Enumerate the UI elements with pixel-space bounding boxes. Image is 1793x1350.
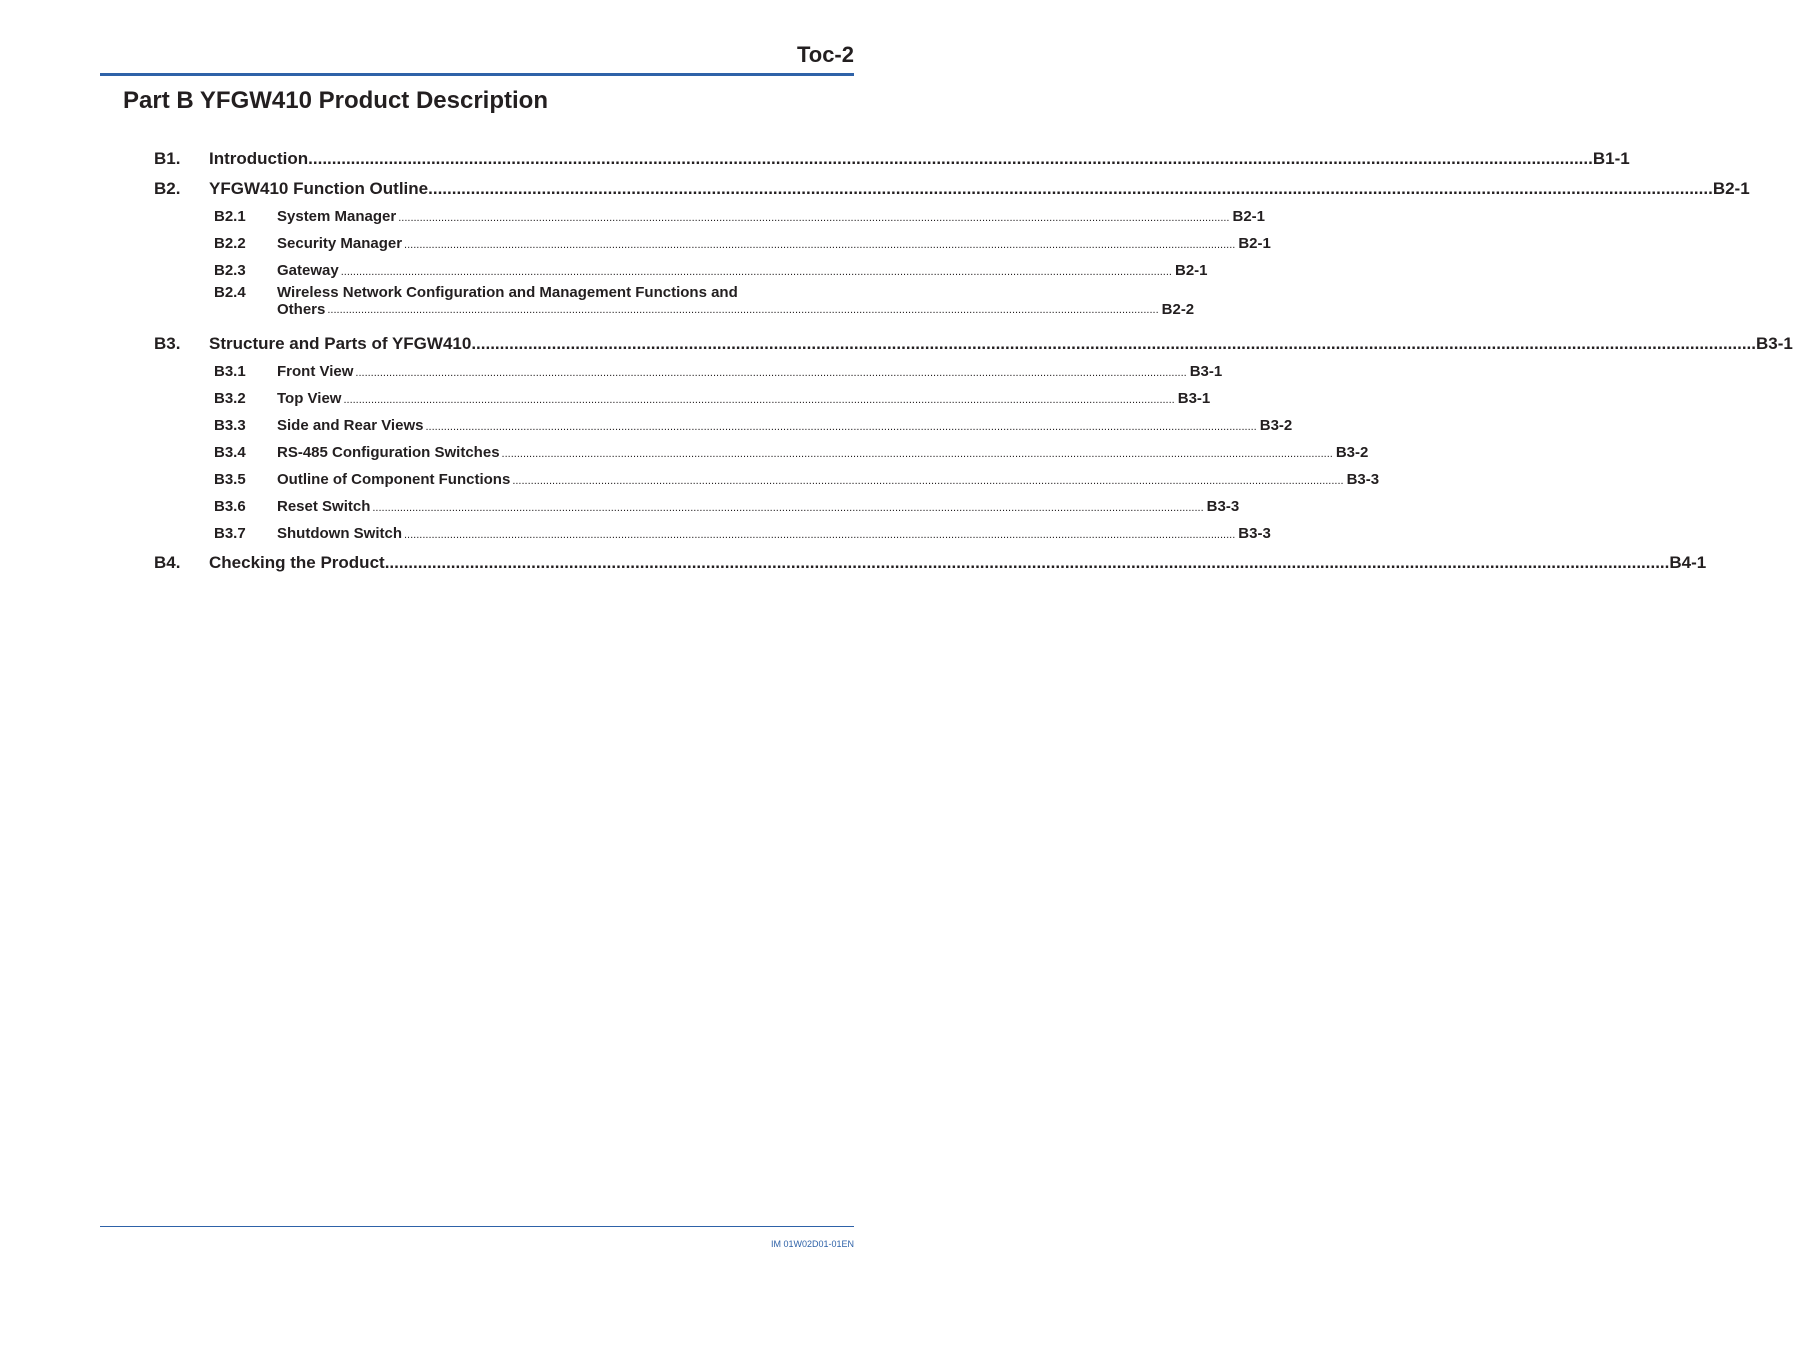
toc-entry-number: B3. — [154, 334, 181, 353]
toc-entry-title: RS-485 Configuration Switches — [277, 444, 500, 461]
toc-entry-page: B2-1 — [1712, 179, 1750, 198]
dot-leader — [385, 551, 1670, 575]
toc-entry-title: Introduction — [209, 149, 309, 168]
header-rule — [100, 73, 854, 76]
toc-entry-page: B2-1 — [1174, 262, 1208, 279]
toc-entry-number: B1. — [154, 149, 181, 168]
toc-entry-b3-6[interactable] — [214, 491, 1240, 518]
toc-entry-number: B3.1 — [214, 363, 246, 380]
dot-leader — [510, 471, 1343, 491]
toc-entry-number: B2.2 — [214, 235, 246, 252]
dot-leader — [308, 147, 1593, 171]
toc-entry-page: B3-1 — [1756, 334, 1793, 353]
toc-entry-b1[interactable] — [154, 141, 1630, 171]
toc-entry-title: Side and Rear Views — [277, 417, 424, 434]
dot-leader — [423, 417, 1256, 437]
toc-entry-title: Structure and Parts of YFGW410 — [209, 334, 472, 353]
toc-entry-b3-1[interactable] — [214, 356, 1223, 383]
toc-entry-b2-4[interactable] — [214, 282, 1195, 326]
toc-entry-b2-3[interactable] — [214, 255, 1208, 282]
dot-leader — [353, 363, 1186, 383]
toc-entry-number: B3.4 — [214, 444, 246, 461]
dot-leader — [402, 525, 1235, 545]
toc-entry-title: Outline of Component Functions — [277, 471, 511, 488]
toc-entry-b3-2[interactable] — [214, 383, 1211, 410]
toc-entry-page: B4-1 — [1669, 553, 1707, 572]
toc-entry-b3-4[interactable] — [214, 437, 1369, 464]
toc-entry-page: B1-1 — [1592, 149, 1630, 168]
toc-entry-title: Gateway — [277, 262, 339, 279]
toc-entry-number: B3.6 — [214, 498, 246, 515]
dot-leader — [402, 235, 1235, 255]
toc-entry-title: Top View — [277, 390, 342, 407]
dot-leader — [325, 302, 1158, 318]
toc-entry-number: B4. — [154, 553, 181, 572]
toc-entry-title: Reset Switch — [277, 498, 371, 515]
toc-entry-page: B3-3 — [1238, 525, 1271, 542]
toc-entry-b3-5[interactable] — [214, 464, 1380, 491]
toc-entry-page: B3-3 — [1346, 471, 1380, 488]
dot-leader — [370, 498, 1203, 518]
toc-entry-page: B2-1 — [1232, 208, 1266, 225]
dot-leader — [500, 444, 1333, 464]
dot-leader — [339, 262, 1172, 282]
toc-entry-number: B2. — [154, 179, 181, 198]
toc-entry-number: B2.3 — [214, 262, 246, 279]
document-id: IM 01W02D01-01EN — [770, 1239, 854, 1249]
toc-entry-page: B3-2 — [1335, 444, 1369, 461]
toc-entry-title: System Manager — [277, 208, 397, 225]
dot-leader — [341, 390, 1174, 410]
toc-entry-b2-1[interactable] — [214, 201, 1266, 228]
toc-entry-title: YFGW410 Function Outline — [209, 179, 429, 198]
toc-entry-b2[interactable] — [154, 171, 1750, 201]
toc-entry-title-line1: Wireless Network Configuration and Management Functions and — [277, 284, 738, 301]
toc-entry-number: B2.4 — [214, 284, 246, 301]
table-of-contents — [154, 141, 1793, 575]
toc-entry-number: B3.3 — [214, 417, 246, 434]
toc-entry-page: B3-2 — [1259, 417, 1293, 434]
page-title: Part B YFGW410 Product Description — [123, 87, 548, 114]
toc-entry-b4[interactable] — [154, 545, 1707, 575]
toc-entry-title: Checking the Product — [209, 553, 385, 572]
toc-entry-number: B3.5 — [214, 471, 246, 488]
dot-leader — [428, 177, 1713, 201]
toc-entry-title: Security Manager — [277, 235, 403, 252]
toc-entry-b2-2[interactable] — [214, 228, 1271, 255]
toc-entry-number: B2.1 — [214, 208, 246, 225]
toc-entry-title: Shutdown Switch — [277, 525, 402, 542]
toc-entry-page: B3-1 — [1177, 390, 1211, 407]
toc-entry-b3-7[interactable] — [214, 518, 1271, 545]
toc-entry-page: B2-2 — [1161, 301, 1195, 318]
toc-entry-number: B3.7 — [214, 525, 246, 542]
page-number: Toc-2 — [796, 42, 854, 67]
toc-entry-page: B3-1 — [1189, 363, 1223, 380]
dot-leader — [396, 208, 1229, 228]
toc-entry-title-line2: Others — [277, 301, 326, 318]
dot-leader — [471, 332, 1756, 356]
footer-rule — [100, 1226, 854, 1227]
toc-entry-page: B2-1 — [1238, 235, 1271, 252]
toc-entry-b3-3[interactable] — [214, 410, 1293, 437]
toc-entry-b3[interactable] — [154, 326, 1793, 356]
toc-entry-title: Front View — [277, 363, 354, 380]
toc-entry-page: B3-3 — [1206, 498, 1240, 515]
toc-entry-number: B3.2 — [214, 390, 246, 407]
